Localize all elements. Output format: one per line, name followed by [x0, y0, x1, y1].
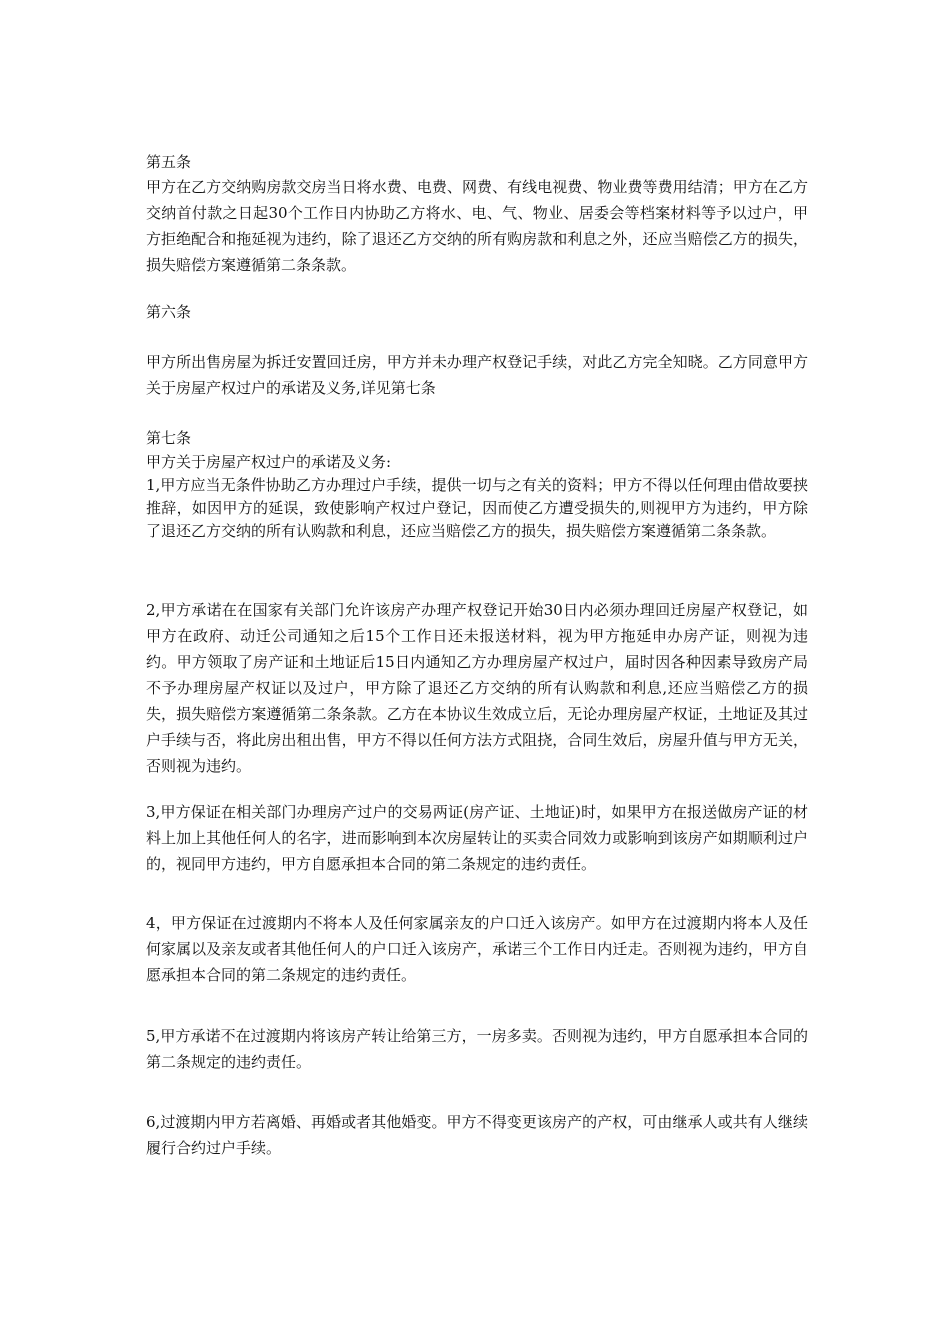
- article-6-body: 甲方所出售房屋为拆迁安置回迁房，甲方并未办理产权登记手续，对此乙方完全知晓。乙方同意甲方关于房屋产权过户的承诺及义务,详见第七条: [146, 353, 808, 397]
- article-6-heading: 第六条: [146, 303, 192, 321]
- article-5-body: 甲方在乙方交纳购房款交房当日将水费、电费、网费、有线电视费、物业费等费用结清；甲方在乙方交纳首付款之日起30个工作日内协助乙方将水、电、气、物业、居委会等档案材料等予以过户，甲方拒绝配合和拖延视为违约，除了退还乙方交纳的所有购房款和利息之外，还应当赔偿乙方的损失，损失赔偿方案遵循第二条条款。: [146, 178, 808, 274]
- article-7-heading: 第七条: [146, 429, 192, 447]
- article-7-item-4: 4，甲方保证在过渡期内不将本人及任何家属亲友的户口迁入该房产。如甲方在过渡期内将本人及任何家属以及亲友或者其他任何人的户口迁入该房产，承诺三个工作日内迁走。否则视为违约，甲方自愿承担本合同的第二条规定的违约责任。: [146, 914, 808, 984]
- article-7-item-6: 6,过渡期内甲方若离婚、再婚或者其他婚变。甲方不得变更该房产的产权，可由继承人或共有人继续履行合约过户手续。: [146, 1113, 808, 1157]
- article-5-heading: 第五条: [146, 153, 192, 171]
- article-7-intro: 甲方关于房屋产权过户的承诺及义务:: [146, 453, 392, 471]
- article-7-item-1: 1,甲方应当无条件协助乙方办理过户手续，提供一切与之有关的资料；甲方不得以任何理由借故要挟推辞，如因甲方的延误，致使影响产权过户登记，因而使乙方遭受损失的,则视甲方为违约，甲方除了退还乙方交纳的所有认购款和利息，还应当赔偿乙方的损失，损失赔偿方案遵循第二条条款。: [146, 476, 808, 540]
- article-7-item-2: 2,甲方承诺在在国家有关部门允许该房产办理产权登记开始30日内必须办理回迁房屋产权登记，如甲方在政府、动迁公司通知之后15个工作日还未报送材料，视为甲方拖延申办房产证，则视为违约。甲方领取了房产证和土地证后15日内通知乙方办理房屋产权过户，届时因各种因素导致房产局不予办理房屋产权证以及过户，甲方除了退还乙方交纳的所有认购款和利息,还应当赔偿乙方的损失，损失赔偿方案遵循第二条条款。乙方在本协议生效成立后，无论办理房屋产权证，土地证及其过户手续与否，将此房出租出售，甲方不得以任何方法方式阻挠，合同生效后，房屋升值与甲方无关，否则视为违约。: [146, 601, 808, 775]
- article-7-item-5: 5,甲方承诺不在过渡期内将该房产转让给第三方，一房多卖。否则视为违约，甲方自愿承担本合同的第二条规定的违约责任。: [146, 1027, 808, 1071]
- article-7-item-3: 3,甲方保证在相关部门办理房产过户的交易两证(房产证、土地证)时，如果甲方在报送做房产证的材料上加上其他任何人的名字，进而影响到本次房屋转让的买卖合同效力或影响到该房产如期顺利过户的，视同甲方违约，甲方自愿承担本合同的第二条规定的违约责任。: [146, 803, 808, 873]
